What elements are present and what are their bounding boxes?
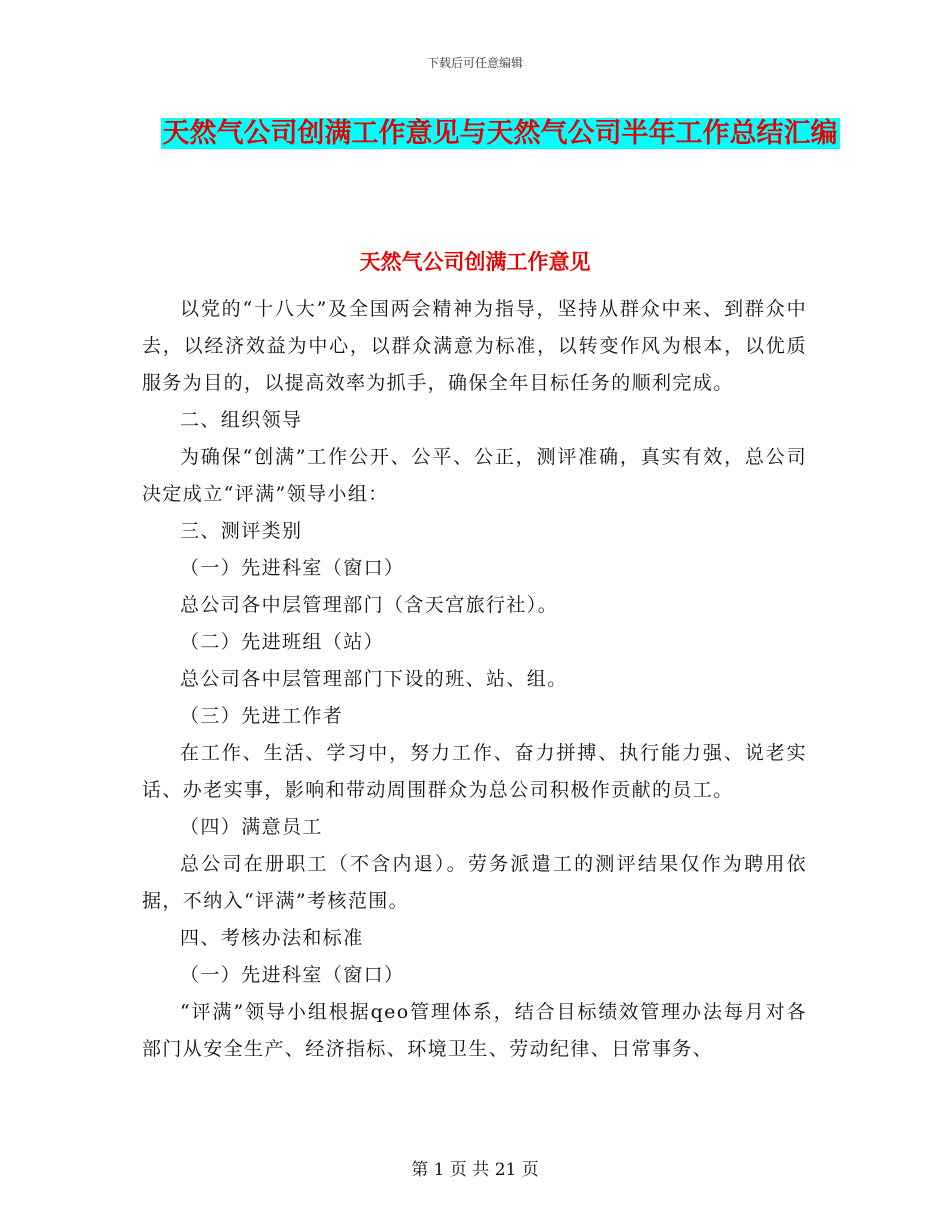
document-title (140, 106, 860, 161)
paragraph: 以党的“十八大”及全国两会精神为指导，坚持从群众中来、到群众中去，以经济效益为中心，以群众满意为标准，以转变作风为根本，以优质服务为目的，以提高效率为抓手，确保全年目标任务的顺利完成。 (142, 298, 807, 394)
paragraph: （三）先进工作者 (180, 705, 344, 727)
paragraph: 总公司在册职工（不含内退）。劳务派遣工的测评结果仅作为聘用依据，不纳入“评满”考核范围。 (142, 853, 807, 912)
paragraph: （一）先进科室（窗口） (180, 557, 405, 579)
paragraph: 在工作、生活、学习中，努力工作、奋力拼搏、执行能力强、说老实话、办老实事，影响和带动周围群众为总公司积极作贡献的员工。 (142, 742, 807, 801)
paragraph: “评满”领导小组根据qeo管理体系，结合目标绩效管理办法每月对各部门从安全生产、经济指标、环境卫生、劳动纪律、日常事务、 (142, 1001, 807, 1060)
document-body (142, 291, 807, 1068)
paragraph: 为确保“创满”工作公开、公平、公正，测评准确，真实有效，总公司决定成立“评满”领导小组： (142, 446, 807, 505)
header-note: 下载后可任意编辑 (426, 56, 523, 70)
paragraph: （四）满意员工 (180, 816, 323, 838)
section-title: 天然气公司创满工作意见 (359, 250, 591, 274)
document-title-text: 天然气公司创满工作意见与天然气公司半年工作总结汇编 (162, 118, 838, 149)
page-number: 第 1 页 共 21 页 (411, 1160, 539, 1180)
paragraph: 二、组织领导 (180, 409, 303, 431)
paragraph: 三、测评类别 (180, 520, 303, 542)
paragraph: 四、考核办法和标准 (180, 927, 364, 949)
paragraph: 总公司各中层管理部门（含天宫旅行社）。 (180, 594, 559, 616)
paragraph: （一）先进科室（窗口） (180, 964, 405, 986)
paragraph: （二）先进班组（站） (180, 631, 385, 653)
paragraph: 总公司各中层管理部门下设的班、站、组。 (180, 668, 568, 690)
